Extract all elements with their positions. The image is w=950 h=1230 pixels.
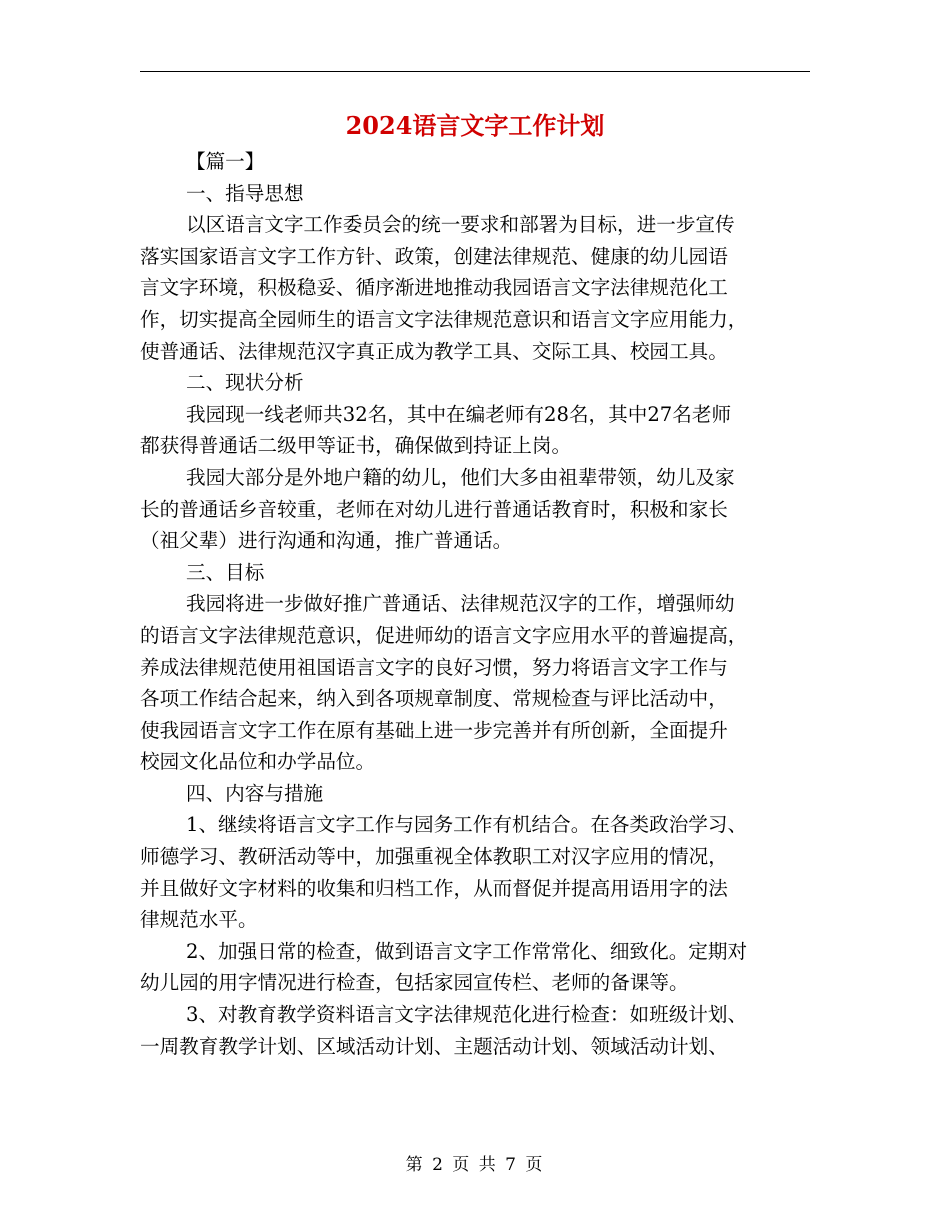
text-line: 律规范水平。	[140, 908, 258, 932]
text-line: 一、指导思想	[186, 181, 304, 205]
document-title: 2024语言文字工作计划	[345, 111, 605, 140]
text-line: 言文字环境，积极稳妥、循序渐进地推动我园语言文字法律规范化工	[140, 276, 728, 300]
text-line: 落实国家语言文字工作方针、政策，创建法律规范、健康的幼儿园语	[140, 244, 728, 268]
text-line: 三、目标	[186, 560, 265, 584]
text-line: 各项工作结合起来，纳入到各项规章制度、常规检查与评比活动中，	[140, 687, 728, 711]
text-line: 使普通话、法律规范汉字真正成为教学工具、交际工具、校园工具。	[140, 339, 728, 363]
header-rule	[140, 71, 810, 72]
text-line: 2、加强日常的检查，做到语言文字工作常常化、细致化。定期对	[186, 939, 748, 963]
text-line: 作，切实提高全园师生的语言文字法律规范意识和语言文字应用能力，	[140, 307, 748, 331]
text-line: （祖父辈）进行沟通和沟通，推广普通话。	[140, 529, 513, 553]
text-line: 【篇一】	[186, 150, 265, 173]
text-line: 我园将进一步做好推广普通话、法律规范汉字的工作，增强师幼	[186, 592, 735, 616]
document-body	[140, 146, 810, 1062]
text-line: 四、内容与措施	[186, 781, 324, 805]
text-line: 二、现状分析	[186, 371, 304, 395]
text-line: 长的普通话乡音较重，老师在对幼儿进行普通话教育时，积极和家长	[140, 497, 728, 521]
text-line: 养成法律规范使用祖国语言文字的良好习惯，努力将语言文字工作与	[140, 655, 728, 679]
text-line: 1、继续将语言文字工作与园务工作有机结合。在各类政治学习、	[186, 813, 748, 837]
text-line: 幼儿园的用字情况进行检查，包括家园宣传栏、老师的备课等。	[140, 971, 689, 995]
text-line: 都获得普通话二级甲等证书，确保做到持证上岗。	[140, 434, 572, 458]
text-line: 校园文化品位和办学品位。	[140, 750, 376, 774]
text-line: 并且做好文字材料的收集和归档工作，从而督促并提高用语用字的法	[140, 876, 728, 900]
text-line: 以区语言文字工作委员会的统一要求和部署为目标，进一步宣传	[186, 213, 735, 237]
text-line: 一周教育教学计划、区域活动计划、主题活动计划、领域活动计划、	[140, 1034, 728, 1058]
text-line: 师德学习、教研活动等中，加强重视全体教职工对汉字应用的情况，	[140, 845, 728, 869]
text-line: 的语言文字法律规范意识，促进师幼的语言文字应用水平的普遍提高，	[140, 623, 748, 647]
text-line: 我园现一线老师共32名，其中在编老师有28名，其中27名老师	[186, 402, 732, 426]
text-line: 3、对教育教学资料语言文字法律规范化进行检查：如班级计划、	[186, 1003, 748, 1027]
page-number-footer: 第 2 页 共 7 页	[405, 1155, 545, 1175]
text-line: 使我园语言文字工作在原有基础上进一步完善并有所创新，全面提升	[140, 718, 728, 742]
text-line: 我园大部分是外地户籍的幼儿，他们大多由祖辈带领，幼儿及家	[186, 465, 735, 489]
